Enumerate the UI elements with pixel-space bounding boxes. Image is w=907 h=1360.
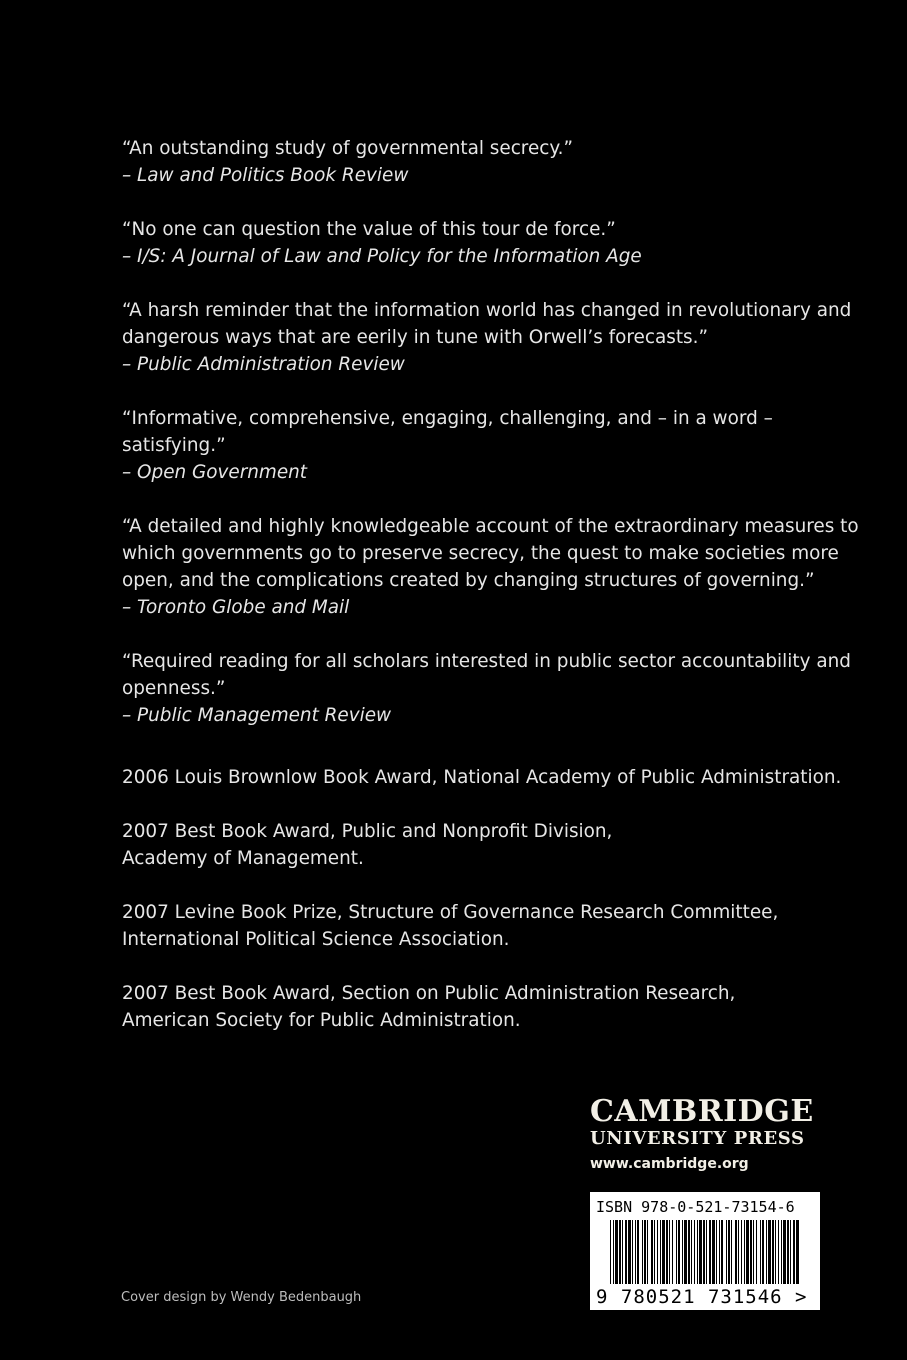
- barcode-bar: [666, 1220, 668, 1284]
- barcode-bar: [741, 1220, 742, 1284]
- isbn-label: ISBN 978-0-521-73154-6: [596, 1198, 795, 1216]
- barcode-bar: [682, 1220, 683, 1284]
- barcode-bar: [642, 1220, 643, 1284]
- quote-text: “An outstanding study of governmental secrecy.”: [122, 138, 574, 159]
- barcode-bar: [697, 1220, 698, 1284]
- barcode-bar: [790, 1220, 791, 1284]
- quote-text: “A harsh reminder that the information world has changed in revolutionary and dangerous ways that are eerily in tune with Orwell’s forecasts.”: [122, 300, 852, 348]
- review-quotes: [122, 135, 862, 756]
- barcode-bar: [637, 1220, 639, 1284]
- award-item: 2007 Best Book Award, Public and Nonprofit Division, Academy of Management.: [122, 821, 613, 869]
- quote-text: “Informative, comprehensive, engaging, challenging, and – in a word – satisfying.”: [122, 408, 773, 456]
- quote-text: “A detailed and highly knowledgeable account of the extraordinary measures to which governments go to preserve secrecy, the quest to make societies more open, and the complications created by changing structures of governing.”: [122, 516, 859, 591]
- barcode-bar: [744, 1220, 745, 1284]
- barcode-bar: [669, 1220, 670, 1284]
- barcode-bar: [787, 1220, 789, 1284]
- barcode-bar: [735, 1220, 737, 1284]
- barcode-bar: [678, 1220, 680, 1284]
- barcode-bar: [781, 1220, 782, 1284]
- barcode-bar: [728, 1220, 730, 1284]
- publisher-url: www.cambridge.org: [590, 1156, 749, 1172]
- quote-text: “Required reading for all scholars interested in public sector accountability and openness.”: [122, 651, 851, 699]
- quote-source: – Toronto Globe and Mail: [122, 597, 350, 618]
- barcode-bar: [738, 1220, 739, 1284]
- barcode-digits: 9 780521 731546 >: [596, 1286, 808, 1308]
- isbn-barcode: [590, 1192, 820, 1310]
- barcode-bar: [657, 1220, 658, 1284]
- publisher-name: CAMBRIDGE: [590, 1094, 814, 1129]
- barcode-bar: [768, 1220, 771, 1284]
- quote: [122, 135, 862, 189]
- award-item: 2007 Best Book Award, Section on Public Administration Research, American Society for Public Administration.: [122, 983, 736, 1031]
- barcode-bar: [709, 1220, 711, 1284]
- barcode-bar: [719, 1220, 720, 1284]
- barcode-bar: [766, 1220, 767, 1284]
- quote: [122, 648, 862, 729]
- barcode-bar: [610, 1220, 611, 1284]
- barcode-bar: [772, 1220, 774, 1284]
- barcode-bar: [699, 1220, 702, 1284]
- barcode-bar: [731, 1220, 732, 1284]
- quote: [122, 297, 862, 378]
- barcode-bar: [703, 1220, 705, 1284]
- barcode-bar: [632, 1220, 633, 1284]
- barcode-bar: [706, 1220, 707, 1284]
- barcode-bar: [647, 1220, 648, 1284]
- barcode-bar: [726, 1220, 727, 1284]
- barcode-bar: [793, 1220, 795, 1284]
- barcode-bar: [654, 1220, 655, 1284]
- quote-source: – Open Government: [122, 462, 308, 483]
- barcode-bar: [615, 1220, 618, 1284]
- barcode-bar: [712, 1220, 715, 1284]
- quote: [122, 405, 862, 486]
- award-item: 2007 Levine Book Prize, Structure of Governance Research Committee, International Political Science Association.: [122, 902, 779, 950]
- barcode-bar: [662, 1220, 665, 1284]
- barcode-bar: [746, 1220, 749, 1284]
- barcode-bar: [753, 1220, 754, 1284]
- barcode-bar: [775, 1220, 776, 1284]
- quote-source: – Law and Politics Book Review: [122, 165, 409, 186]
- barcode-bar: [628, 1220, 631, 1284]
- barcode-bar: [613, 1220, 614, 1284]
- quote-text: “No one can question the value of this tour de force.”: [122, 219, 616, 240]
- cover-design-credit: Cover design by Wendy Bedenbaugh: [121, 1290, 362, 1305]
- barcode-bar: [796, 1220, 799, 1284]
- barcode-bar: [721, 1220, 723, 1284]
- barcode-bar: [762, 1220, 764, 1284]
- barcode-bar: [625, 1220, 627, 1284]
- barcode-bar: [783, 1220, 786, 1284]
- barcode-bar: [651, 1220, 653, 1284]
- quote-source: – I/S: A Journal of Law and Policy for the Information Age: [122, 246, 642, 267]
- quote-source: – Public Administration Review: [122, 354, 405, 375]
- quote-source: – Public Management Review: [122, 705, 392, 726]
- barcode-bar: [676, 1220, 677, 1284]
- barcode-bar: [660, 1220, 661, 1284]
- quote: [122, 513, 862, 621]
- barcode-bar: [694, 1220, 695, 1284]
- barcode-bar: [716, 1220, 717, 1284]
- barcode-bar: [622, 1220, 623, 1284]
- barcode-bar: [644, 1220, 646, 1284]
- barcode-bar: [635, 1220, 636, 1284]
- barcode-bar: [750, 1220, 752, 1284]
- publisher-logo: [590, 1096, 830, 1175]
- barcode-bar: [672, 1220, 673, 1284]
- barcode-bar: [688, 1220, 690, 1284]
- barcode-bar: [760, 1220, 761, 1284]
- barcode-bar: [619, 1220, 621, 1284]
- award-item: 2006 Louis Brownlow Book Award, National Academy of Public Administration.: [122, 767, 842, 788]
- awards-list: [122, 764, 882, 1061]
- barcode-bar: [778, 1220, 779, 1284]
- publisher-subtitle: UNIVERSITY PRESS: [590, 1128, 805, 1149]
- barcode-bar: [691, 1220, 692, 1284]
- barcode-bar: [684, 1220, 687, 1284]
- quote: [122, 216, 862, 270]
- barcode-bar: [756, 1220, 757, 1284]
